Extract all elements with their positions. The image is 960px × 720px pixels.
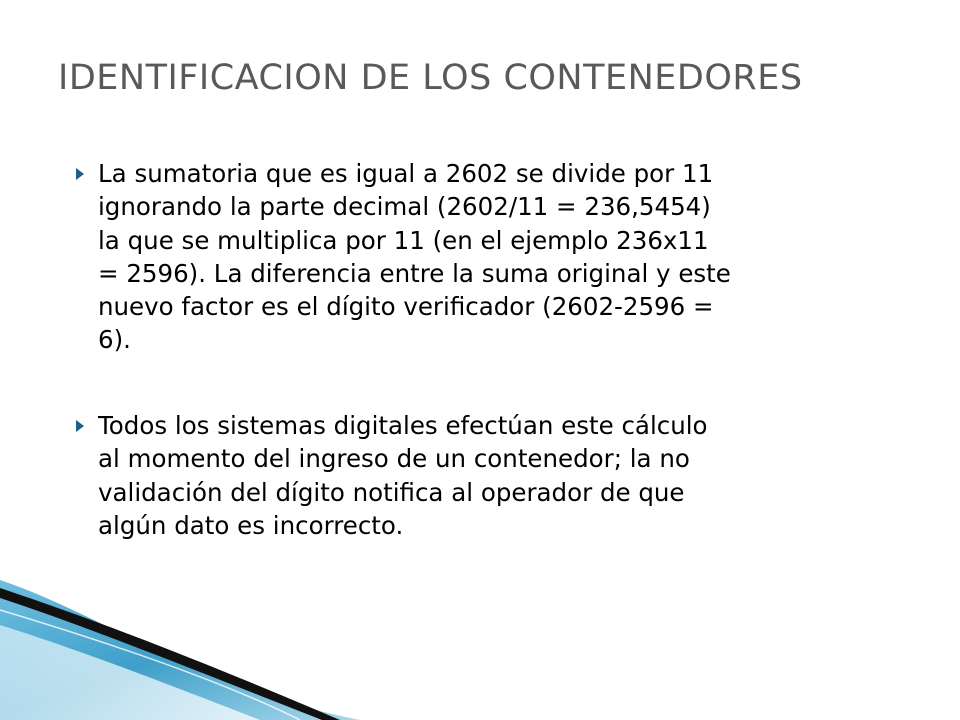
bullet-item-validation [98, 409, 918, 542]
slide-title: IDENTIFICACION DE LOS CONTENEDORES [58, 58, 803, 98]
bullet-arrow-icon [76, 420, 84, 432]
bullet-item-calculation [98, 157, 918, 357]
bullet-text: Todos los sistemas digitales efectúan este cálculo al momento del ingreso de un contenedor; la no validación del dígito notifica al operador de que algún dato es incorrecto. [98, 411, 708, 540]
decorative-wave-graphic [0, 580, 420, 720]
bullet-arrow-icon [76, 168, 84, 180]
bullet-text: La sumatoria que es igual a 2602 se divide por 11 ignorando la parte decimal (2602/11 = 236,5454) la que se multiplica por 11 (en el ejemplo 236x11 = 2596). La diferencia entre la suma original y este nuevo factor es el dígito verificador (2602-2596 = 6). [98, 159, 731, 355]
